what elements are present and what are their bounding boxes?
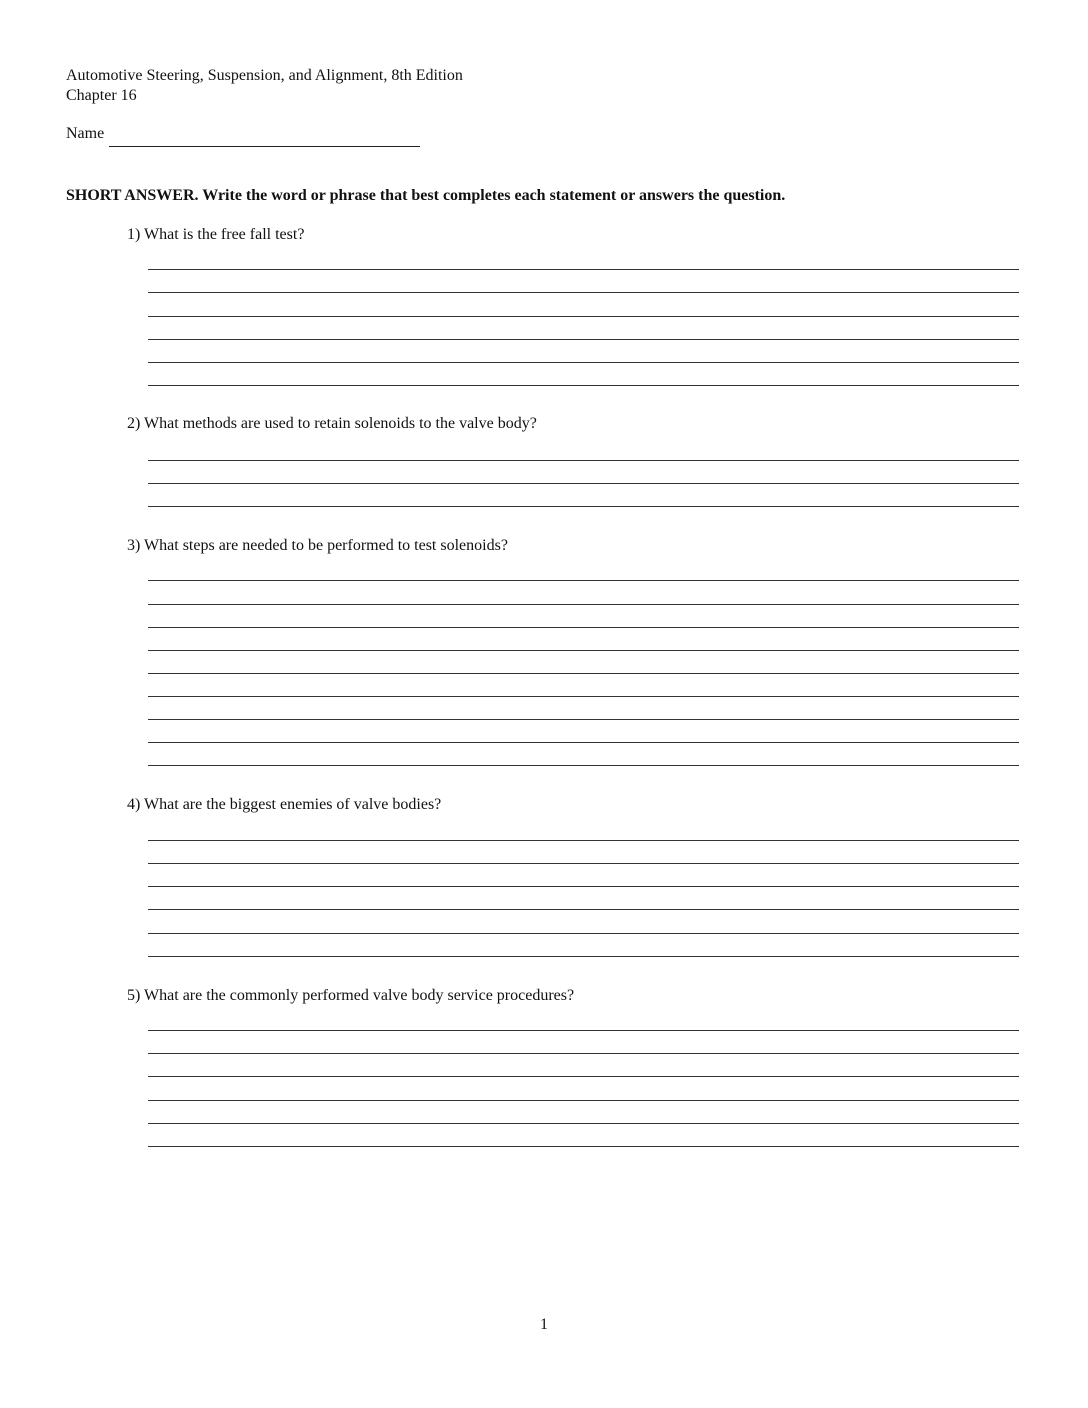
answer-line[interactable] — [148, 840, 1019, 841]
answer-line[interactable] — [148, 956, 1019, 957]
answer-line[interactable] — [148, 742, 1019, 743]
answer-line[interactable] — [148, 483, 1019, 484]
answer-line[interactable] — [148, 362, 1019, 363]
name-answer-line[interactable] — [109, 146, 420, 147]
answer-line[interactable] — [148, 650, 1019, 651]
answer-line[interactable] — [148, 604, 1019, 605]
answer-line[interactable] — [148, 696, 1019, 697]
answer-line[interactable] — [148, 765, 1019, 766]
answer-line[interactable] — [148, 316, 1019, 317]
answer-line[interactable] — [148, 1100, 1019, 1101]
answer-line[interactable] — [148, 933, 1019, 934]
question-4 — [127, 794, 441, 816]
question-3 — [127, 535, 508, 557]
answer-line[interactable] — [148, 863, 1019, 864]
answer-line[interactable] — [148, 460, 1019, 461]
answer-line[interactable] — [148, 673, 1019, 674]
answer-line[interactable] — [148, 580, 1019, 581]
question-text: What are the commonly performed valve body service procedures? — [144, 987, 575, 1004]
answer-line[interactable] — [148, 269, 1019, 270]
question-2 — [127, 413, 537, 435]
question-number: 1) — [127, 226, 141, 243]
question-text: What steps are needed to be performed to test solenoids? — [144, 537, 508, 554]
answer-line[interactable] — [148, 506, 1019, 507]
chapter-label: Chapter 16 — [66, 87, 137, 104]
question-number: 4) — [127, 796, 141, 813]
question-number: 3) — [127, 537, 141, 554]
page-number: 1 — [540, 1316, 548, 1333]
answer-line[interactable] — [148, 1076, 1019, 1077]
question-text: What are the biggest enemies of valve bodies? — [144, 796, 442, 813]
question-number: 2) — [127, 415, 141, 432]
instructions: SHORT ANSWER. Write the word or phrase that best completes each statement or answers the question. — [66, 187, 786, 204]
question-5 — [127, 985, 574, 1007]
answer-line[interactable] — [148, 627, 1019, 628]
answer-line[interactable] — [148, 385, 1019, 386]
answer-line[interactable] — [148, 909, 1019, 910]
name-row — [66, 124, 104, 144]
answer-line[interactable] — [148, 1053, 1019, 1054]
name-label: Name — [66, 125, 105, 142]
answer-line[interactable] — [148, 339, 1019, 340]
answer-line[interactable] — [148, 886, 1019, 887]
answer-line[interactable] — [148, 719, 1019, 720]
answer-line[interactable] — [148, 1030, 1019, 1031]
book-title: Automotive Steering, Suspension, and Alignment, 8th Edition — [66, 67, 463, 84]
answer-line[interactable] — [148, 1123, 1019, 1124]
question-text: What is the free fall test? — [144, 226, 305, 243]
question-number: 5) — [127, 987, 141, 1004]
answer-line[interactable] — [148, 292, 1019, 293]
answer-line[interactable] — [148, 1146, 1019, 1147]
question-1 — [127, 224, 304, 246]
question-text: What methods are used to retain solenoids to the valve body? — [144, 415, 537, 432]
